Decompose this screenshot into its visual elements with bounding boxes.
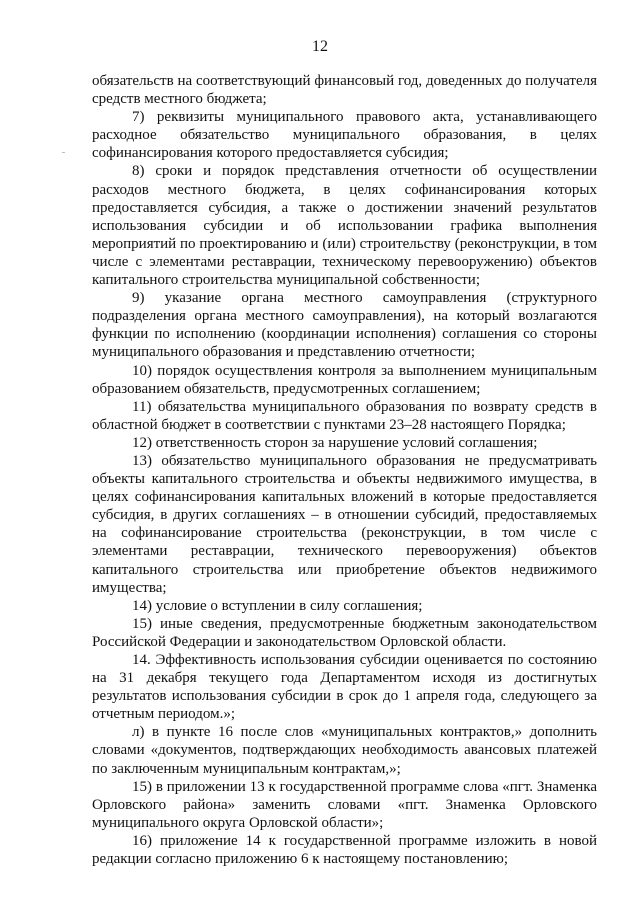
paragraph-subitem-l: л) в пункте 16 после слов «муниципальных контрактов,» дополнить словами «документов, подтверждающих необходимость авансовых платежей по заключенным муниципальным контрактам,»; <box>92 724 597 777</box>
paragraph-amendment-15: 15) в приложении 13 к государственной программе слова «пгт. Знаменка Орловского района» заменить словами «пгт. Знаменка Орловского муниципального округа Орловской области»; <box>92 778 597 831</box>
paragraph-item-7: 7) реквизиты муниципального правового акта, устанавливающего расходное обязательство муниципального образования, в целях софинансирования которого предоставляется субсидия; <box>92 109 597 162</box>
paragraph-item-8: 8) сроки и порядок представления отчетности об осуществлении расходов местного бюджета, в целях софинансирования которых предоставляется субсидия, а также о достижении значений результатов использования субсидии и об использовании графика выполнения мероприятий по проектированию и (или) строительству (реконструкции, в том числе с элементами реставрации, техническому перевооружению) объектов капитального строительства муниципальной собственности; <box>92 163 597 289</box>
paragraph-continuation: обязательств на соответствующий финансовый год, доведенных до получателя средств местного бюджета; <box>92 73 597 108</box>
paragraph-item-9: 9) указание органа местного самоуправления (структурного подразделения органа местного самоуправления), на который возлагаются функции по исполнению (координации исполнения) соглашения со стороны муниципального образования и представлению отчетности; <box>92 290 597 361</box>
paragraph-section-14: 14. Эффективность использования субсидии оценивается по состоянию на 31 декабря текущего года Департаментом исходя из достигнутых результатов использования субсидии в срок до 1 апреля года, следующего за отчетным периодом.»; <box>92 652 597 723</box>
paragraph-item-15: 15) иные сведения, предусмотренные бюджетным законодательством Российской Федерации и законодательством Орловской области. <box>92 615 597 650</box>
document-body <box>92 72 597 868</box>
paragraph-item-13: 13) обязательство муниципального образования не предусматривать объекты капитального строительства и объекты недвижимого имущества, в целях софинансирования капитальных вложений в которые предоставляется субсидия, в других соглашениях – в отношении субсидий, предоставляемых на софинансирование строительства (реконструкции, в том числе с элементами реставрации, технического перевооружения) объектов капитального строительства или приобретение объектов недвижимого имущества; <box>92 452 597 596</box>
scan-margin-mark <box>62 152 65 153</box>
paragraph-amendment-16: 16) приложение 14 к государственной программе изложить в новой редакции согласно приложению 6 к настоящему постановлению; <box>92 832 597 868</box>
page-number: 12 <box>312 38 328 55</box>
paragraph-item-14: 14) условие о вступлении в силу соглашения; <box>132 597 423 614</box>
paragraph-item-12: 12) ответственность сторон за нарушение условий соглашения; <box>132 434 538 451</box>
paragraph-item-10: 10) порядок осуществления контроля за выполнением муниципальным образованием обязательств, предусмотренных соглашением; <box>92 362 597 397</box>
paragraph-item-11: 11) обязательства муниципального образования по возврату средств в областной бюджет в соответствии с пунктами 23–28 настоящего Порядка; <box>92 398 597 433</box>
